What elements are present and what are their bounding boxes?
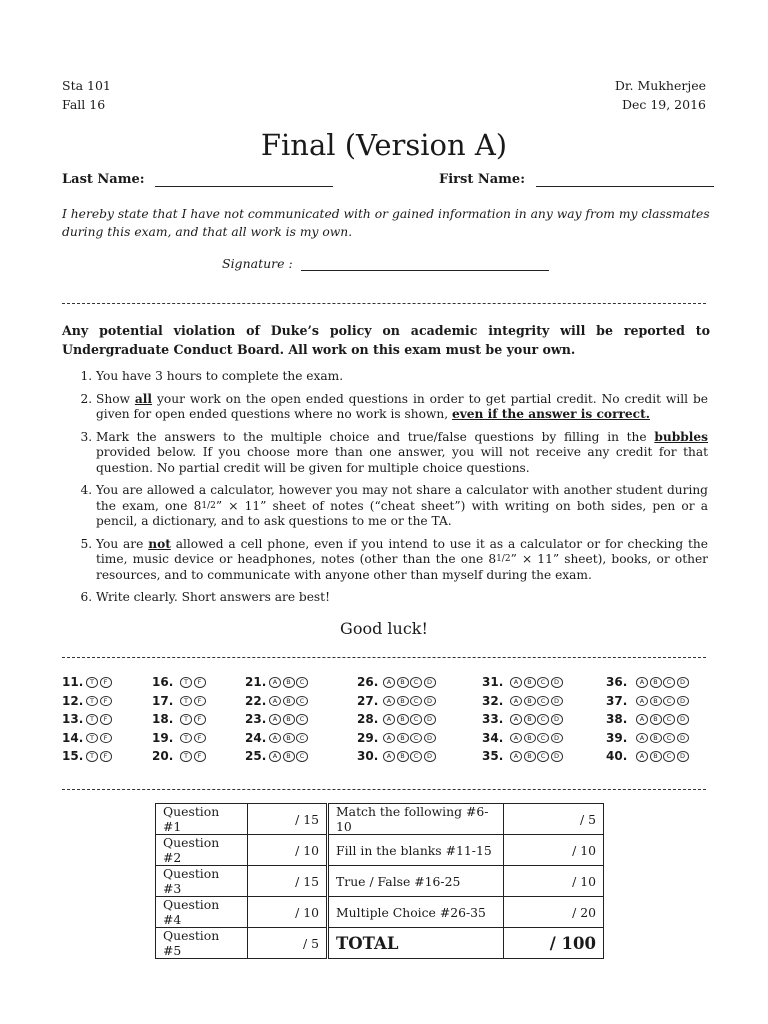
answer-bubble-f[interactable]: F xyxy=(194,696,206,707)
score-row xyxy=(156,928,604,959)
answer-row xyxy=(482,729,564,748)
answer-bubble-a[interactable]: A xyxy=(510,677,522,688)
question-number: 25. xyxy=(245,749,267,764)
answer-bubble-c[interactable]: C xyxy=(537,696,549,707)
signature-row xyxy=(222,256,549,271)
score-row xyxy=(156,835,604,866)
question-number: 21. xyxy=(245,675,267,690)
answer-bubble-t[interactable]: T xyxy=(86,733,98,744)
good-luck-text: Good luck! xyxy=(340,619,428,638)
question-number: 12. xyxy=(62,693,84,708)
score-row xyxy=(156,804,604,835)
answer-bubble-d[interactable]: D xyxy=(677,677,689,688)
score-points[interactable]: / 10 xyxy=(504,866,604,897)
answer-bubble-c[interactable]: C xyxy=(296,751,308,762)
answer-bubble-b[interactable]: B xyxy=(650,751,662,762)
answer-bubble-d[interactable]: D xyxy=(551,751,563,762)
score-item-label: Match the following #6-10 xyxy=(328,804,504,835)
answer-bubble-b[interactable]: B xyxy=(524,714,536,725)
answer-bubble-b[interactable]: B xyxy=(524,677,536,688)
answer-bubble-d[interactable]: D xyxy=(551,677,563,688)
answer-bubble-t[interactable]: T xyxy=(180,751,192,762)
answer-bubble-c[interactable]: C xyxy=(663,677,675,688)
answer-bubble-f[interactable]: F xyxy=(194,714,206,725)
question-number: 26. xyxy=(357,675,379,690)
answer-row xyxy=(606,747,690,766)
question-number: 22. xyxy=(245,693,267,708)
answer-row xyxy=(357,747,437,766)
instructor-info xyxy=(615,76,706,114)
answer-bubble-f[interactable]: F xyxy=(100,696,112,707)
question-number: 31. xyxy=(482,675,504,690)
dashed-divider xyxy=(62,303,706,304)
answer-row xyxy=(245,729,310,748)
score-points[interactable]: / 10 xyxy=(248,897,328,928)
answer-row xyxy=(62,729,113,748)
first-name-label: First Name: xyxy=(439,172,525,187)
answer-bubble-a[interactable]: A xyxy=(269,751,281,762)
question-number: 34. xyxy=(482,730,504,745)
answer-bubble-a[interactable]: A xyxy=(269,733,281,744)
question-number: 16. xyxy=(152,675,174,690)
answer-row xyxy=(245,710,310,729)
last-name-label: Last Name: xyxy=(62,172,145,187)
answer-row xyxy=(152,673,207,692)
score-item-label: True / False #16-25 xyxy=(328,866,504,897)
answer-bubble-a[interactable]: A xyxy=(636,714,648,725)
question-number: 30. xyxy=(357,749,379,764)
score-points[interactable]: / 100 xyxy=(504,928,604,959)
answer-bubble-t[interactable]: T xyxy=(86,677,98,688)
answer-bubble-b[interactable]: B xyxy=(283,714,295,725)
answer-bubble-a[interactable]: A xyxy=(269,677,281,688)
score-points[interactable]: / 10 xyxy=(248,835,328,866)
question-number: 29. xyxy=(357,730,379,745)
score-item-label: Question #3 xyxy=(156,866,248,897)
answer-bubble-b[interactable]: B xyxy=(283,751,295,762)
answer-row xyxy=(245,747,310,766)
answer-bubble-d[interactable]: D xyxy=(424,714,436,725)
answer-bubble-d[interactable]: D xyxy=(424,696,436,707)
answer-bubble-c[interactable]: C xyxy=(296,733,308,744)
dashed-divider xyxy=(62,789,706,790)
answer-bubble-c[interactable]: C xyxy=(537,733,549,744)
question-number: 37. xyxy=(606,693,628,708)
answer-bubble-c[interactable]: C xyxy=(410,696,422,707)
answer-bubble-t[interactable]: T xyxy=(86,696,98,707)
answer-bubble-b[interactable]: B xyxy=(397,733,409,744)
answer-bubble-d[interactable]: D xyxy=(424,733,436,744)
answer-bubble-b[interactable]: B xyxy=(397,714,409,725)
last-name-line[interactable] xyxy=(155,174,333,187)
answer-bubble-f[interactable]: F xyxy=(100,733,112,744)
answer-column xyxy=(357,673,437,766)
answer-column xyxy=(152,673,207,766)
answer-bubble-t[interactable]: T xyxy=(86,714,98,725)
answer-bubble-b[interactable]: B xyxy=(397,751,409,762)
answer-bubble-f[interactable]: F xyxy=(194,751,206,762)
answer-column xyxy=(606,673,690,766)
answer-bubble-b[interactable]: B xyxy=(397,677,409,688)
answer-bubble-a[interactable]: A xyxy=(383,677,395,688)
answer-bubble-a[interactable]: A xyxy=(510,733,522,744)
question-number: 17. xyxy=(152,693,174,708)
question-number: 35. xyxy=(482,749,504,764)
answer-bubble-t[interactable]: T xyxy=(86,751,98,762)
answer-bubble-t[interactable]: T xyxy=(180,714,192,725)
answer-row xyxy=(245,692,310,711)
answer-bubble-d[interactable]: D xyxy=(551,733,563,744)
answer-bubble-c[interactable]: C xyxy=(296,714,308,725)
course-info xyxy=(62,76,111,114)
answer-bubble-d[interactable]: D xyxy=(424,751,436,762)
question-number: 27. xyxy=(357,693,379,708)
score-item-label: Question #4 xyxy=(156,897,248,928)
answer-bubble-c[interactable]: C xyxy=(410,733,422,744)
answer-bubble-a[interactable]: A xyxy=(636,751,648,762)
question-number: 14. xyxy=(62,730,84,745)
signature-label: Signature : xyxy=(222,256,293,271)
instruction-item: 6. Write clearly. Short answers are best! xyxy=(96,590,708,606)
score-row xyxy=(156,897,604,928)
instruction-item: 1. You have 3 hours to complete the exam. xyxy=(96,369,708,385)
answer-bubble-b[interactable]: B xyxy=(650,714,662,725)
exam-date: Dec 19, 2016 xyxy=(621,97,706,112)
answer-bubble-a[interactable]: A xyxy=(510,714,522,725)
answer-bubble-c[interactable]: C xyxy=(410,677,422,688)
score-points[interactable]: / 15 xyxy=(248,804,328,835)
instruction-item: 4. You are allowed a calculator, however you may not share a calculator with another student during the exam, one 81/2” × 11” sheet of notes (“cheat sheet”) with writing on both sides, pen or a pencil, a dictionary, and to ask questions to me or the TA. xyxy=(96,483,708,530)
score-points[interactable]: / 5 xyxy=(248,928,328,959)
answer-bubble-c[interactable]: C xyxy=(410,714,422,725)
answer-bubble-f[interactable]: F xyxy=(100,751,112,762)
answer-row xyxy=(152,747,207,766)
answer-bubble-d[interactable]: D xyxy=(677,733,689,744)
question-number: 40. xyxy=(606,749,628,764)
answer-row xyxy=(152,692,207,711)
answer-bubble-a[interactable]: A xyxy=(269,714,281,725)
answer-bubble-b[interactable]: B xyxy=(283,733,295,744)
question-number: 15. xyxy=(62,749,84,764)
answer-bubble-b[interactable]: B xyxy=(397,696,409,707)
answer-row xyxy=(357,729,437,748)
answer-row xyxy=(606,673,690,692)
answer-row xyxy=(62,710,113,729)
answer-bubble-t[interactable]: T xyxy=(180,733,192,744)
answer-bubble-c[interactable]: C xyxy=(663,733,675,744)
answer-bubble-b[interactable]: B xyxy=(650,733,662,744)
answer-bubble-a[interactable]: A xyxy=(269,696,281,707)
answer-bubble-d[interactable]: D xyxy=(551,696,563,707)
answer-row xyxy=(482,710,564,729)
answer-row xyxy=(357,692,437,711)
instruction-item: 5. You are not allowed a cell phone, even if you intend to use it as a calculator or for checking the time, music device or headphones, notes (other than the one 81/2” × 11” sheet), books, or other resources, and to communicate with anyone other than myself during the exam. xyxy=(96,537,708,584)
instruction-item: 2. Show all your work on the open ended questions in order to get partial credit. No credit will be given for open ended questions where no work is shown, even if the answer is correct. xyxy=(96,392,708,423)
answer-bubble-c[interactable]: C xyxy=(663,714,675,725)
answer-bubble-a[interactable]: A xyxy=(510,751,522,762)
answer-bubble-t[interactable]: T xyxy=(180,696,192,707)
answer-bubble-a[interactable]: A xyxy=(636,677,648,688)
answer-bubble-t[interactable]: T xyxy=(180,677,192,688)
score-points[interactable]: / 5 xyxy=(504,804,604,835)
question-number: 23. xyxy=(245,712,267,727)
instructor-name: Dr. Mukherjee xyxy=(614,78,706,93)
answer-bubble-b[interactable]: B xyxy=(524,733,536,744)
answer-row xyxy=(482,692,564,711)
first-name-row xyxy=(439,172,714,187)
score-item-label: Question #2 xyxy=(156,835,248,866)
answer-bubble-b[interactable]: B xyxy=(524,751,536,762)
score-item-label: Question #5 xyxy=(156,928,248,959)
answer-row xyxy=(357,673,437,692)
answer-bubble-d[interactable]: D xyxy=(551,714,563,725)
answer-bubble-f[interactable]: F xyxy=(100,677,112,688)
answer-bubble-d[interactable]: D xyxy=(677,751,689,762)
score-points[interactable]: / 10 xyxy=(504,835,604,866)
score-item-label: TOTAL xyxy=(328,928,504,959)
answer-row xyxy=(482,747,564,766)
question-number: 24. xyxy=(245,730,267,745)
score-item-label: Question #1 xyxy=(156,804,248,835)
score-points[interactable]: / 20 xyxy=(504,897,604,928)
course-code: Sta 101 xyxy=(62,78,111,93)
answer-column xyxy=(62,673,113,766)
question-number: 13. xyxy=(62,712,84,727)
answer-bubble-d[interactable]: D xyxy=(677,714,689,725)
answer-row xyxy=(357,710,437,729)
honor-pledge: I hereby state that I have not communicated with or gained information in any way from my classmates during this exam, and that all work is my own. xyxy=(62,207,710,239)
answer-bubble-c[interactable]: C xyxy=(537,751,549,762)
answer-bubble-b[interactable]: B xyxy=(283,677,295,688)
question-number: 18. xyxy=(152,712,174,727)
score-row xyxy=(156,866,604,897)
answer-row xyxy=(62,673,113,692)
answer-row xyxy=(152,710,207,729)
answer-bubble-a[interactable]: A xyxy=(383,714,395,725)
exam-title: Final (Version A) xyxy=(260,128,508,162)
answer-bubble-c[interactable]: C xyxy=(663,751,675,762)
answer-row xyxy=(606,692,690,711)
instruction-item: 3. Mark the answers to the multiple choice and true/false questions by filling in the bubbles provided below. If you choose more than one answer, you will not receive any credit for that question. No partial credit will be given for multiple choice questions. xyxy=(96,430,708,477)
answer-column xyxy=(245,673,310,766)
answer-bubble-c[interactable]: C xyxy=(296,696,308,707)
term: Fall 16 xyxy=(62,97,106,112)
answer-row xyxy=(606,710,690,729)
question-number: 19. xyxy=(152,730,174,745)
answer-row xyxy=(152,729,207,748)
score-item-label: Multiple Choice #26-35 xyxy=(328,897,504,928)
score-points[interactable]: / 15 xyxy=(248,866,328,897)
first-name-line[interactable] xyxy=(536,174,714,187)
answer-bubble-c[interactable]: C xyxy=(410,751,422,762)
question-number: 11. xyxy=(62,675,84,690)
answer-bubble-a[interactable]: A xyxy=(383,733,395,744)
answer-bubble-c[interactable]: C xyxy=(296,677,308,688)
answer-bubble-a[interactable]: A xyxy=(636,733,648,744)
score-item-label: Fill in the blanks #11-15 xyxy=(328,835,504,866)
instructions-list xyxy=(62,369,708,613)
answer-bubble-a[interactable]: A xyxy=(636,696,648,707)
answer-row xyxy=(62,692,113,711)
question-number: 28. xyxy=(357,712,379,727)
answer-column xyxy=(482,673,564,766)
signature-line[interactable] xyxy=(301,258,549,271)
answer-bubble-a[interactable]: A xyxy=(383,751,395,762)
question-number: 38. xyxy=(606,712,628,727)
question-number: 39. xyxy=(606,730,628,745)
question-number: 32. xyxy=(482,693,504,708)
answer-bubble-d[interactable]: D xyxy=(677,696,689,707)
answer-bubble-d[interactable]: D xyxy=(424,677,436,688)
answer-row xyxy=(62,747,113,766)
question-number: 20. xyxy=(152,749,174,764)
answer-bubble-f[interactable]: F xyxy=(194,733,206,744)
question-number: 36. xyxy=(606,675,628,690)
answer-bubble-f[interactable]: F xyxy=(100,714,112,725)
answer-bubble-a[interactable]: A xyxy=(383,696,395,707)
answer-bubble-b[interactable]: B xyxy=(283,696,295,707)
answer-bubble-b[interactable]: B xyxy=(650,696,662,707)
question-number: 33. xyxy=(482,712,504,727)
dashed-divider xyxy=(62,657,706,658)
answer-row xyxy=(482,673,564,692)
answer-bubble-a[interactable]: A xyxy=(510,696,522,707)
answer-bubble-f[interactable]: F xyxy=(194,677,206,688)
answer-bubble-c[interactable]: C xyxy=(663,696,675,707)
last-name-row xyxy=(62,172,333,187)
integrity-warning: Any potential violation of Duke’s policy on academic integrity will be reported to Undergraduate Conduct Board. All work on this exam must be your own. xyxy=(62,323,710,357)
answer-row xyxy=(245,673,310,692)
answer-bubble-b[interactable]: B xyxy=(650,677,662,688)
score-table xyxy=(155,803,604,959)
answer-bubble-b[interactable]: B xyxy=(524,696,536,707)
answer-bubble-c[interactable]: C xyxy=(537,714,549,725)
answer-bubble-c[interactable]: C xyxy=(537,677,549,688)
answer-row xyxy=(606,729,690,748)
